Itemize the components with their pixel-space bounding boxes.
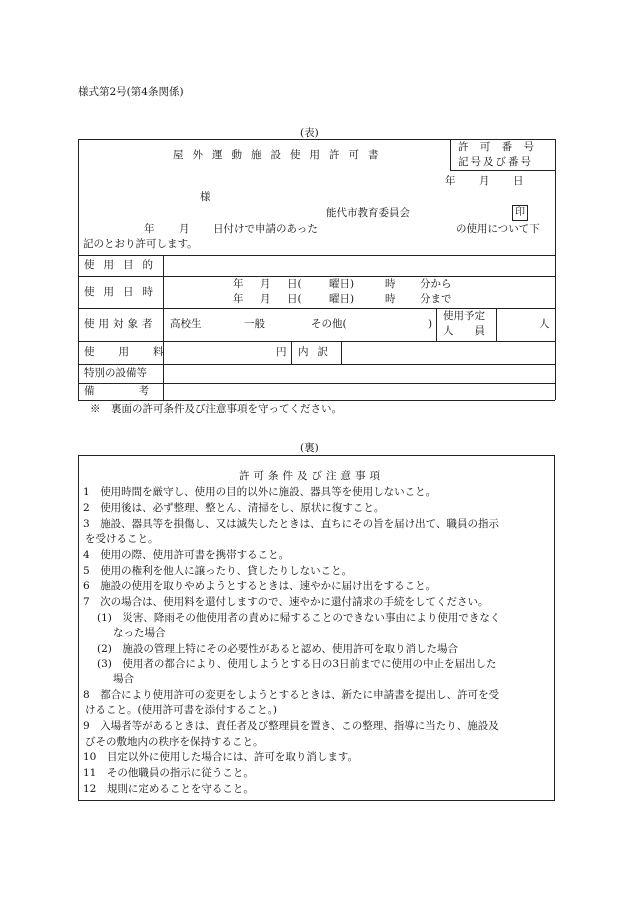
date-month: 月 bbox=[479, 175, 490, 187]
issuer: 能代市教育委員会 bbox=[326, 207, 410, 219]
list-item: 1 使用時間を厳守し、使用の目的以外に施設、器具等を使用しないこと。 bbox=[83, 486, 437, 498]
dt-to-month: 月 bbox=[260, 293, 271, 305]
rule bbox=[78, 139, 555, 140]
rule bbox=[496, 308, 497, 341]
rule bbox=[78, 364, 555, 365]
application-use-text: の使用について下 bbox=[456, 223, 540, 235]
planned-label-1: 使用予定 bbox=[443, 310, 485, 322]
permit-code-label: 記号及び番号 bbox=[458, 156, 533, 168]
rule bbox=[555, 139, 556, 400]
list-item: 4 使用の際、使用許可書を携帯すること。 bbox=[83, 549, 290, 561]
list-item: 7 次の場合は、使用料を還付しますので、速やかに還付請求の手続をしてください。 bbox=[83, 596, 489, 608]
target-general: 一般 bbox=[244, 318, 265, 330]
application-text: 日付けで申請のあった bbox=[213, 223, 318, 235]
rule bbox=[450, 139, 451, 170]
target-other: その他( bbox=[311, 318, 347, 330]
dt-from-minute: 分から bbox=[420, 278, 452, 290]
sub-item-cont: なった場合 bbox=[113, 627, 166, 639]
back-label: (裏) bbox=[300, 442, 319, 454]
front-title: 屋外運動施設使用許可書 bbox=[173, 149, 388, 161]
date-day: 日 bbox=[513, 175, 524, 187]
rule bbox=[450, 170, 555, 171]
list-item: 6 施設の使用を取りやめようとするときは、速やかに届け出をすること。 bbox=[83, 580, 437, 592]
rule bbox=[163, 255, 164, 400]
dt-to-minute: 分まで bbox=[420, 293, 452, 305]
sub-item: (2) 施設の管理上特にその必要性があると認め、使用許可を取り消した場合 bbox=[97, 643, 458, 655]
dt-to-weekday: 曜日) bbox=[329, 293, 355, 305]
rule bbox=[78, 400, 555, 401]
sub-item: (3) 使用者の都合により、使用しようとする日の3日前までに使用の中止を届出した bbox=[97, 658, 497, 670]
row-label-target: 使用対象者 bbox=[84, 318, 157, 330]
list-item-cont: びその敷地内の秩序を保持すること。 bbox=[85, 736, 264, 748]
rule bbox=[341, 341, 342, 364]
addressee-suffix: 様 bbox=[200, 191, 211, 203]
people-unit: 人 bbox=[539, 318, 550, 330]
date-year: 年 bbox=[445, 175, 456, 187]
front-label: (表) bbox=[300, 127, 319, 139]
list-item: 2 使用後は、必ず整理、整とん、清掃をし、原状に復すこと。 bbox=[83, 502, 385, 514]
conditions-box bbox=[78, 455, 555, 801]
row-label-remarks: 備考 bbox=[84, 385, 193, 397]
dt-from-weekday: 曜日) bbox=[329, 278, 355, 290]
rule bbox=[78, 255, 555, 256]
seal-mark: 印 bbox=[512, 205, 528, 221]
conditions-title: 許可条件及び注意事項 bbox=[239, 470, 384, 482]
rule bbox=[78, 383, 555, 384]
list-item: 12 規則に定めることを守ること。 bbox=[83, 783, 254, 795]
application-year: 年 bbox=[144, 223, 155, 235]
fee-breakdown: 内訳 bbox=[298, 346, 337, 358]
dt-from-day: 日( bbox=[287, 278, 302, 290]
list-item: 10 目定以外に使用した場合には、許可を取り消します。 bbox=[83, 751, 359, 763]
dt-to-hour: 時 bbox=[385, 293, 396, 305]
sub-item-cont: 場合 bbox=[113, 673, 134, 685]
rule bbox=[78, 139, 79, 400]
planned-label-2: 人 員 bbox=[443, 325, 485, 337]
fee-yen: 円 bbox=[276, 346, 287, 358]
list-item: 8 都合により使用許可の変更をしようとするときは、新たに申請書を提出し、許可を受 bbox=[83, 689, 500, 701]
front-note: ※ 裏面の許可条件及び注意事項を守ってください。 bbox=[90, 403, 342, 415]
dt-from-hour: 時 bbox=[385, 278, 396, 290]
row-label-datetime: 使用日時 bbox=[84, 286, 162, 298]
application-line2: 記のとおり許可します。 bbox=[83, 238, 198, 250]
row-label-equipment: 特別の設備等 bbox=[84, 367, 147, 379]
list-item-cont: を受けること。 bbox=[85, 533, 159, 545]
dt-from-month: 月 bbox=[260, 278, 271, 290]
dt-to-day: 日( bbox=[287, 293, 302, 305]
list-item: 3 施設、器具等を損傷し、又は滅失したときは、直ちにその旨を届け出て、職員の指示 bbox=[83, 518, 499, 530]
row-label-purpose: 使用目的 bbox=[84, 259, 162, 271]
rule bbox=[78, 276, 555, 277]
sub-item: (1) 災害、降雨その他使用者の責めに帰することのできない事由により使用できなく bbox=[97, 612, 501, 624]
rule bbox=[291, 341, 292, 364]
list-item: 11 その他職員の指示に従うこと。 bbox=[83, 767, 254, 779]
permit-number-label: 許 可 番 号 bbox=[458, 141, 539, 153]
list-item: 5 使用の権利を他人に譲ったり、貸したりしないこと。 bbox=[83, 565, 353, 577]
rule bbox=[78, 308, 555, 309]
target-other-close: ) bbox=[428, 318, 433, 330]
dt-to-year: 年 bbox=[233, 293, 244, 305]
list-item: 9 入場者等があるときは、責任者及び整理員を置き、この整理、指導に当たり、施設及 bbox=[83, 720, 499, 732]
rule bbox=[78, 341, 555, 342]
form-number: 様式第2号(第4条関係) bbox=[78, 86, 184, 98]
row-label-fee: 使用料 bbox=[84, 346, 188, 358]
target-high-school: 高校生 bbox=[170, 318, 202, 330]
dt-from-year: 年 bbox=[233, 278, 244, 290]
application-month: 月 bbox=[179, 223, 190, 235]
list-item-cont: けること。(使用許可書を添付すること。) bbox=[85, 704, 277, 716]
rule bbox=[436, 308, 437, 341]
